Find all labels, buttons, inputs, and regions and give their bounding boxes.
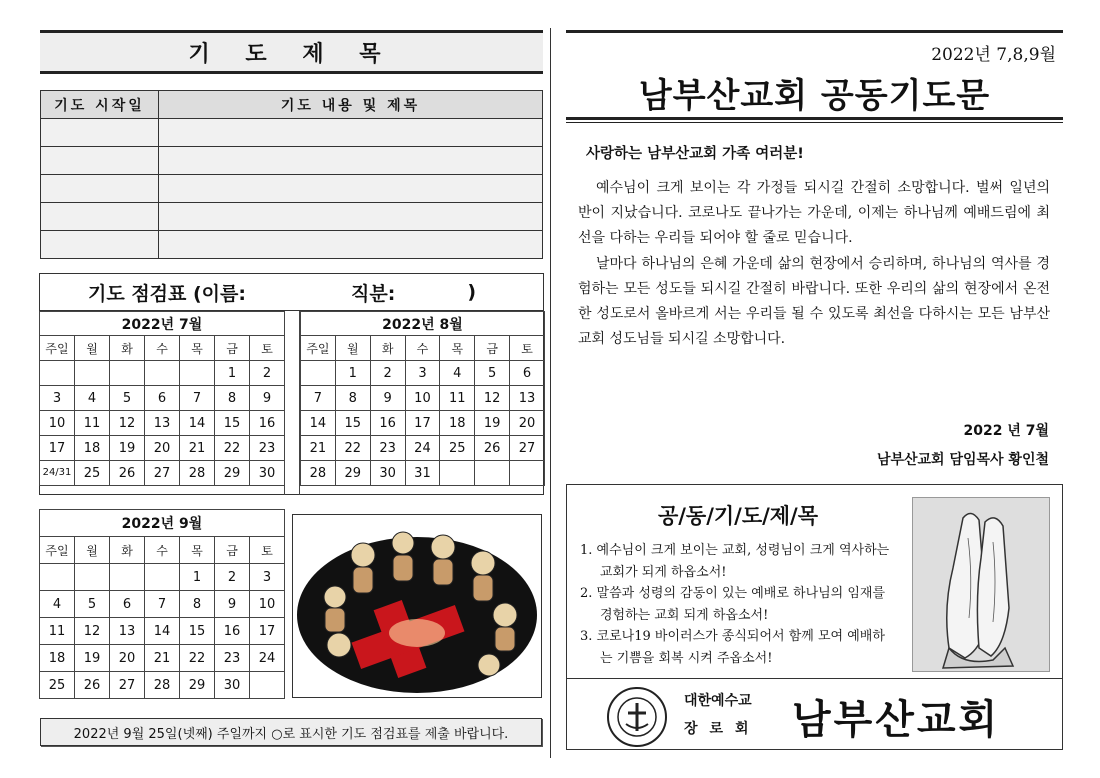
- day-cell[interactable]: 13: [110, 618, 145, 645]
- weekday-header: 수: [145, 537, 180, 564]
- day-cell[interactable]: 16: [370, 411, 405, 436]
- weekday-header: 토: [250, 537, 285, 564]
- calendar-august: [300, 311, 545, 486]
- day-cell[interactable]: 4: [40, 591, 75, 618]
- day-cell[interactable]: 8: [335, 386, 370, 411]
- start-date-cell[interactable]: [41, 203, 159, 231]
- day-cell[interactable]: 6: [145, 386, 180, 411]
- day-cell[interactable]: 15: [180, 618, 215, 645]
- register-row: [41, 119, 543, 147]
- day-cell[interactable]: 20: [145, 436, 180, 461]
- day-cell[interactable]: 26: [75, 672, 110, 699]
- day-cell[interactable]: 5: [75, 591, 110, 618]
- day-cell[interactable]: 25: [75, 461, 110, 486]
- day-cell[interactable]: 9: [250, 386, 285, 411]
- day-cell[interactable]: 10: [40, 411, 75, 436]
- day-cell[interactable]: 20: [510, 411, 545, 436]
- start-date-cell[interactable]: [41, 119, 159, 147]
- day-cell[interactable]: 22: [335, 436, 370, 461]
- month-label: 2022년 8월: [301, 312, 545, 336]
- day-cell[interactable]: 24: [250, 645, 285, 672]
- col-start-date: 기도 시작일: [41, 91, 159, 119]
- day-cell[interactable]: 9: [215, 591, 250, 618]
- prayer-register-table: [40, 90, 543, 259]
- day-cell[interactable]: 11: [440, 386, 475, 411]
- weekday-header: 금: [215, 336, 250, 361]
- week-row: [301, 461, 545, 486]
- day-cell[interactable]: 29: [335, 461, 370, 486]
- day-cell[interactable]: 17: [405, 411, 440, 436]
- day-cell[interactable]: [510, 461, 545, 486]
- day-cell[interactable]: 23: [250, 436, 285, 461]
- day-cell[interactable]: 18: [440, 411, 475, 436]
- day-cell[interactable]: 16: [215, 618, 250, 645]
- day-cell[interactable]: 5: [110, 386, 145, 411]
- day-cell[interactable]: 24: [405, 436, 440, 461]
- weekday-header: 화: [110, 537, 145, 564]
- week-row: [301, 386, 545, 411]
- topic-item: 3. 코로나19 바이러스가 종식되어서 함께 모여 예배하는 기쁨을 회복 시켜 주옵소서!: [580, 629, 885, 666]
- day-cell[interactable]: 11: [40, 618, 75, 645]
- week-row: [301, 436, 545, 461]
- register-row: [41, 147, 543, 175]
- church-seal-logo: [606, 686, 668, 748]
- week-row: [40, 618, 285, 645]
- week-row: [301, 361, 545, 386]
- day-cell[interactable]: 1: [180, 564, 215, 591]
- day-cell[interactable]: 17: [250, 618, 285, 645]
- weekday-header: 목: [180, 537, 215, 564]
- weekday-header: 월: [335, 336, 370, 361]
- center-divider: [550, 28, 551, 758]
- week-row: [40, 361, 285, 386]
- weekday-header: 토: [250, 336, 285, 361]
- weekday-header: 주일: [40, 537, 75, 564]
- day-cell[interactable]: 25: [40, 672, 75, 699]
- calendar-september: [39, 509, 285, 699]
- weekday-header: 금: [475, 336, 510, 361]
- start-date-cell[interactable]: [41, 231, 159, 259]
- letter-paragraph-1: 예수님이 크게 보이는 각 가정들 되시길 간절히 소망합니다. 벌써 일년의 반이 지났습니다. 코로나도 끝나가는 가운데, 이제는 하나님께 예배드림에 최선을 다하는 우리들 되어야 할 줄로 믿습니다.: [578, 180, 1050, 247]
- day-cell[interactable]: 13: [145, 411, 180, 436]
- register-row: [41, 203, 543, 231]
- day-cell[interactable]: 10: [405, 386, 440, 411]
- month-label: 2022년 7월: [40, 312, 285, 336]
- week-row: [40, 672, 285, 699]
- week-row: [40, 645, 285, 672]
- start-date-cell[interactable]: [41, 175, 159, 203]
- day-cell[interactable]: 21: [145, 645, 180, 672]
- day-cell[interactable]: 29: [180, 672, 215, 699]
- day-cell[interactable]: [110, 361, 145, 386]
- week-row: [40, 386, 285, 411]
- day-cell[interactable]: 7: [180, 386, 215, 411]
- weekday-header: 수: [145, 336, 180, 361]
- day-cell[interactable]: 24/31: [40, 461, 75, 486]
- day-cell[interactable]: 12: [475, 386, 510, 411]
- day-cell[interactable]: 20: [110, 645, 145, 672]
- day-cell[interactable]: 15: [335, 411, 370, 436]
- day-cell[interactable]: 22: [180, 645, 215, 672]
- day-cell[interactable]: [301, 361, 336, 386]
- day-cell[interactable]: 29: [215, 461, 250, 486]
- children-praying-illustration: [292, 514, 542, 698]
- footer-rule: [566, 678, 1063, 679]
- start-date-cell[interactable]: [41, 147, 159, 175]
- day-cell[interactable]: [475, 461, 510, 486]
- prayer-check-sheet: [39, 273, 544, 495]
- topics-list: [580, 540, 892, 669]
- prayer-content-cell[interactable]: [159, 175, 543, 203]
- weekday-header: 월: [75, 537, 110, 564]
- day-cell[interactable]: 14: [301, 411, 336, 436]
- check-sheet-title: 기도 점검표 (이름:: [88, 282, 246, 305]
- prayer-content-cell[interactable]: [159, 231, 543, 259]
- day-cell[interactable]: 5: [475, 361, 510, 386]
- weekday-header: 수: [405, 336, 440, 361]
- day-cell[interactable]: 23: [370, 436, 405, 461]
- day-cell[interactable]: 4: [440, 361, 475, 386]
- day-cell[interactable]: 21: [301, 436, 336, 461]
- position-label: 직분:: [351, 282, 396, 305]
- col-prayer-content: 기도 내용 및 제목: [159, 91, 543, 119]
- day-cell[interactable]: 9: [370, 386, 405, 411]
- day-cell[interactable]: [145, 564, 180, 591]
- day-cell[interactable]: 28: [180, 461, 215, 486]
- day-cell[interactable]: 19: [110, 436, 145, 461]
- day-cell[interactable]: 26: [110, 461, 145, 486]
- day-cell[interactable]: 19: [475, 411, 510, 436]
- day-cell[interactable]: 8: [215, 386, 250, 411]
- day-cell[interactable]: 3: [250, 564, 285, 591]
- day-cell[interactable]: 6: [510, 361, 545, 386]
- day-cell[interactable]: 10: [250, 591, 285, 618]
- week-row: [301, 411, 545, 436]
- submission-notice: 2022년 9월 25일(넷째) 주일까지 ○로 표시한 기도 점검표를 제출 바랍니다.: [40, 718, 542, 746]
- day-cell[interactable]: 17: [40, 436, 75, 461]
- day-cell[interactable]: 25: [440, 436, 475, 461]
- day-cell[interactable]: 12: [75, 618, 110, 645]
- day-cell[interactable]: 7: [301, 386, 336, 411]
- topic-item: 2. 말씀과 성령의 감동이 있는 예배로 하나님의 임재를 경험하는 교회 되게 하옵소서!: [580, 586, 886, 623]
- close-paren: ): [467, 281, 476, 303]
- day-cell[interactable]: [250, 672, 285, 699]
- day-cell[interactable]: [40, 564, 75, 591]
- weekday-header: 월: [75, 336, 110, 361]
- day-cell[interactable]: 11: [75, 411, 110, 436]
- day-cell[interactable]: 8: [180, 591, 215, 618]
- day-cell[interactable]: 13: [510, 386, 545, 411]
- week-row: [40, 411, 285, 436]
- day-cell[interactable]: [110, 564, 145, 591]
- weekday-header: 주일: [40, 336, 75, 361]
- prayer-content-cell[interactable]: [159, 119, 543, 147]
- day-cell[interactable]: 18: [75, 436, 110, 461]
- top-rule: [566, 30, 1063, 33]
- day-cell[interactable]: [75, 361, 110, 386]
- week-row: [40, 591, 285, 618]
- day-cell[interactable]: 28: [145, 672, 180, 699]
- common-prayer-title: 남부산교회 공동기도문: [638, 76, 991, 116]
- day-cell[interactable]: [40, 361, 75, 386]
- day-cell[interactable]: [440, 461, 475, 486]
- day-cell[interactable]: 30: [370, 461, 405, 486]
- day-cell[interactable]: 27: [510, 436, 545, 461]
- church-name: 남부산교회: [792, 696, 1001, 743]
- day-cell[interactable]: 2: [370, 361, 405, 386]
- weekday-header: 목: [180, 336, 215, 361]
- denomination-line1: 대한예수교: [684, 693, 752, 709]
- day-cell[interactable]: 31: [405, 461, 440, 486]
- day-cell[interactable]: [145, 361, 180, 386]
- prayer-letter: [578, 176, 1050, 352]
- weekday-header: 주일: [301, 336, 336, 361]
- topics-title: 공/동/기/도/제/목: [657, 504, 819, 528]
- weekday-header: 화: [110, 336, 145, 361]
- day-cell[interactable]: 14: [180, 411, 215, 436]
- weekday-header: 토: [510, 336, 545, 361]
- day-cell[interactable]: 27: [110, 672, 145, 699]
- day-cell[interactable]: 12: [110, 411, 145, 436]
- day-cell[interactable]: 23: [215, 645, 250, 672]
- register-row: [41, 231, 543, 259]
- calendar-july: [39, 311, 285, 486]
- period-date: 2022년 7,8,9월: [931, 45, 1056, 65]
- title-rule-thin: [566, 122, 1063, 123]
- day-cell[interactable]: 30: [250, 461, 285, 486]
- day-cell[interactable]: 2: [250, 361, 285, 386]
- prayer-content-cell[interactable]: [159, 147, 543, 175]
- prayer-topics-title: 기 도 제 목: [40, 30, 543, 74]
- check-sheet-header: [40, 274, 543, 311]
- signature-date: 2022 년 7월: [963, 423, 1049, 439]
- greeting: 사랑하는 남부산교회 가족 여러분!: [586, 146, 804, 162]
- day-cell[interactable]: 1: [335, 361, 370, 386]
- praying-hands-image: [912, 497, 1050, 672]
- day-cell[interactable]: 30: [215, 672, 250, 699]
- weekday-header: 금: [215, 537, 250, 564]
- day-cell[interactable]: 19: [75, 645, 110, 672]
- day-cell[interactable]: 6: [110, 591, 145, 618]
- week-row: [40, 461, 285, 486]
- prayer-content-cell[interactable]: [159, 203, 543, 231]
- month-label: 2022년 9월: [40, 510, 285, 537]
- calendar-gap: [284, 311, 300, 495]
- day-cell[interactable]: 14: [145, 618, 180, 645]
- register-row: [41, 175, 543, 203]
- denomination-line2: 장로회: [684, 721, 761, 737]
- weekday-header: 목: [440, 336, 475, 361]
- day-cell[interactable]: 22: [215, 436, 250, 461]
- day-cell[interactable]: 3: [40, 386, 75, 411]
- day-cell[interactable]: [75, 564, 110, 591]
- day-cell[interactable]: 3: [405, 361, 440, 386]
- day-cell[interactable]: 7: [145, 591, 180, 618]
- day-cell[interactable]: 28: [301, 461, 336, 486]
- day-cell[interactable]: 15: [215, 411, 250, 436]
- week-row: [40, 564, 285, 591]
- day-cell[interactable]: 21: [180, 436, 215, 461]
- day-cell[interactable]: 1: [215, 361, 250, 386]
- letter-paragraph-2: 날마다 하나님의 은혜 가운데 삶의 현장에서 승리하며, 하나님의 역사를 경험하는 모든 성도들 되시길 간절히 바랍니다. 또한 우리의 삶의 현장에서 온전한 성도로서 올바르게 서는 우리들 될 수 있도록 최선을 다하시는 모든 남부산교회 성도님들 되시길 소망합니다.: [578, 255, 1050, 348]
- pastor-signature: 남부산교회 담임목사 황인철: [876, 452, 1049, 468]
- day-cell[interactable]: 16: [250, 411, 285, 436]
- day-cell[interactable]: 26: [475, 436, 510, 461]
- day-cell[interactable]: 4: [75, 386, 110, 411]
- title-rule: [566, 117, 1063, 120]
- day-cell[interactable]: 27: [145, 461, 180, 486]
- topic-item: 1. 예수님이 크게 보이는 교회, 성령님이 크게 역사하는 교회가 되게 하옵소서!: [580, 543, 890, 580]
- day-cell[interactable]: 2: [215, 564, 250, 591]
- day-cell[interactable]: [180, 361, 215, 386]
- week-row: [40, 436, 285, 461]
- weekday-header: 화: [370, 336, 405, 361]
- day-cell[interactable]: 18: [40, 645, 75, 672]
